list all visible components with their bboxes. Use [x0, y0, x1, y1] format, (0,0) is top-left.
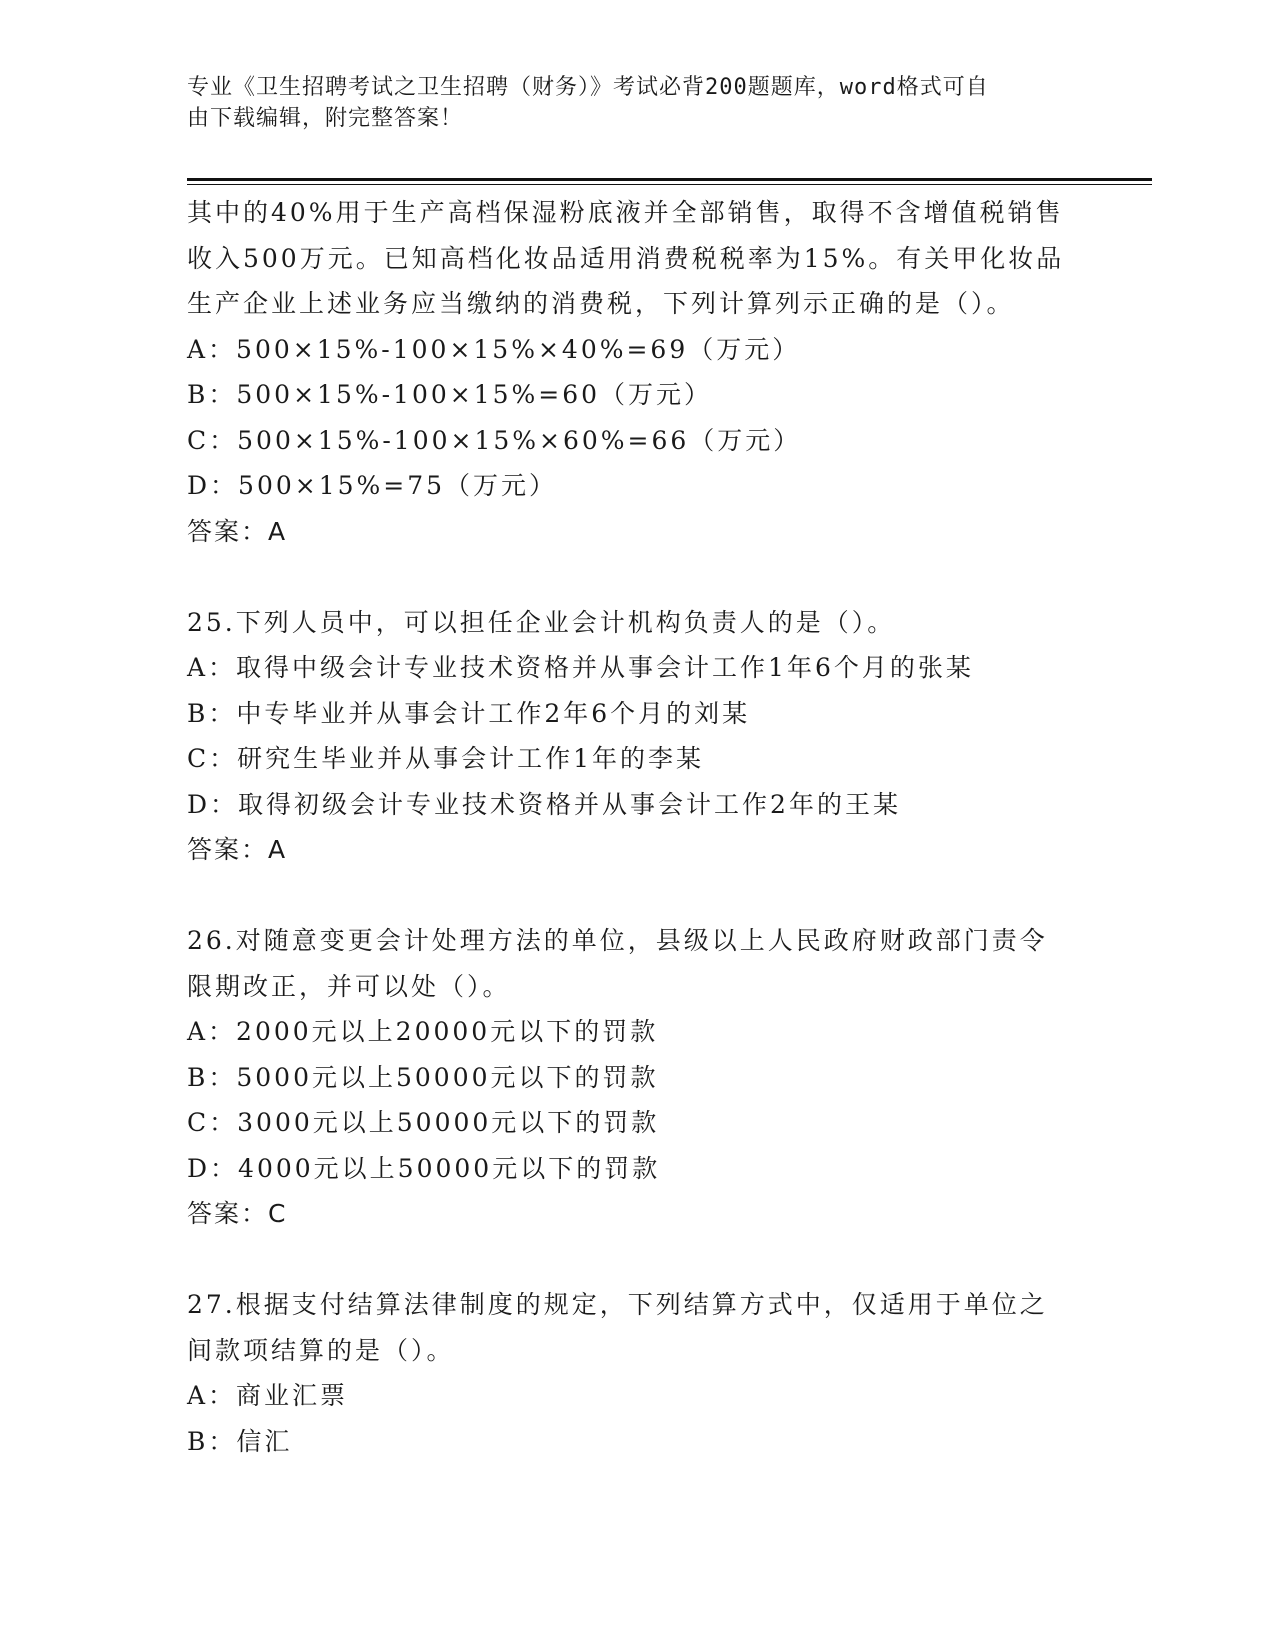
question-24 — [187, 190, 1087, 554]
spacer — [187, 873, 1087, 919]
answer-line: 答案：C — [187, 1199, 288, 1228]
question-stem-line: 其中的40%用于生产高档保湿粉底液并全部销售，取得不含增值税销售 — [187, 198, 1064, 227]
option-c: C：500×15%-100×15%×60%=66（万元） — [187, 425, 802, 455]
document-header — [187, 72, 1067, 134]
question-stem-line: 26.对随意变更会计处理方法的单位，县级以上人民政府财政部门责令 — [187, 926, 1048, 955]
header-rule-thin — [187, 184, 1152, 185]
header-rule-thick — [187, 178, 1152, 181]
spacer — [187, 1237, 1087, 1283]
option-d: D：4000元以上50000元以下的罚款 — [187, 1153, 661, 1183]
option-a: A：2000元以上20000元以下的罚款 — [187, 1017, 659, 1046]
question-content — [187, 190, 1087, 1464]
option-a: A：取得中级会计专业技术资格并从事会计工作1年6个月的张某 — [187, 653, 974, 682]
question-stem-line: 27.根据支付结算法律制度的规定，下列结算方式中，仅适用于单位之 — [187, 1290, 1048, 1319]
question-26 — [187, 918, 1087, 1237]
question-25 — [187, 600, 1087, 873]
question-stem-line: 25.下列人员中，可以担任企业会计机构负责人的是（）。 — [187, 607, 896, 637]
question-stem-line: 收入500万元。已知高档化妆品适用消费税税率为15%。有关甲化妆品 — [187, 243, 1065, 273]
question-27 — [187, 1282, 1087, 1464]
header-line-2: 由下载编辑，附完整答案！ — [187, 106, 464, 131]
option-d: D：500×15%=75（万元） — [187, 471, 558, 500]
option-a: A：商业汇票 — [187, 1381, 349, 1410]
answer-line: 答案：A — [187, 835, 288, 864]
option-b: B：中专毕业并从事会计工作2年6个月的刘某 — [187, 698, 751, 728]
option-b: B：500×15%-100×15%=60（万元） — [187, 380, 713, 409]
spacer — [187, 554, 1087, 600]
question-stem-line: 间款项结算的是（）。 — [187, 1335, 455, 1365]
option-b: B：信汇 — [187, 1426, 293, 1456]
option-c: C：研究生毕业并从事会计工作1年的李某 — [187, 744, 705, 773]
header-line-1: 专业《卫生招聘考试之卫生招聘（财务）》考试必背200题题库，word格式可自 — [187, 75, 989, 100]
question-stem-line: 生产企业上述业务应当缴纳的消费税，下列计算列示正确的是（）。 — [187, 289, 1015, 318]
answer-line: 答案：A — [187, 516, 288, 546]
option-d: D：取得初级会计专业技术资格并从事会计工作2年的王某 — [187, 789, 901, 819]
option-c: C：3000元以上50000元以下的罚款 — [187, 1108, 660, 1137]
option-b: B：5000元以上50000元以下的罚款 — [187, 1062, 659, 1092]
question-stem-line: 限期改正，并可以处（）。 — [187, 971, 511, 1001]
option-a: A：500×15%-100×15%×40%=69（万元） — [187, 334, 801, 364]
